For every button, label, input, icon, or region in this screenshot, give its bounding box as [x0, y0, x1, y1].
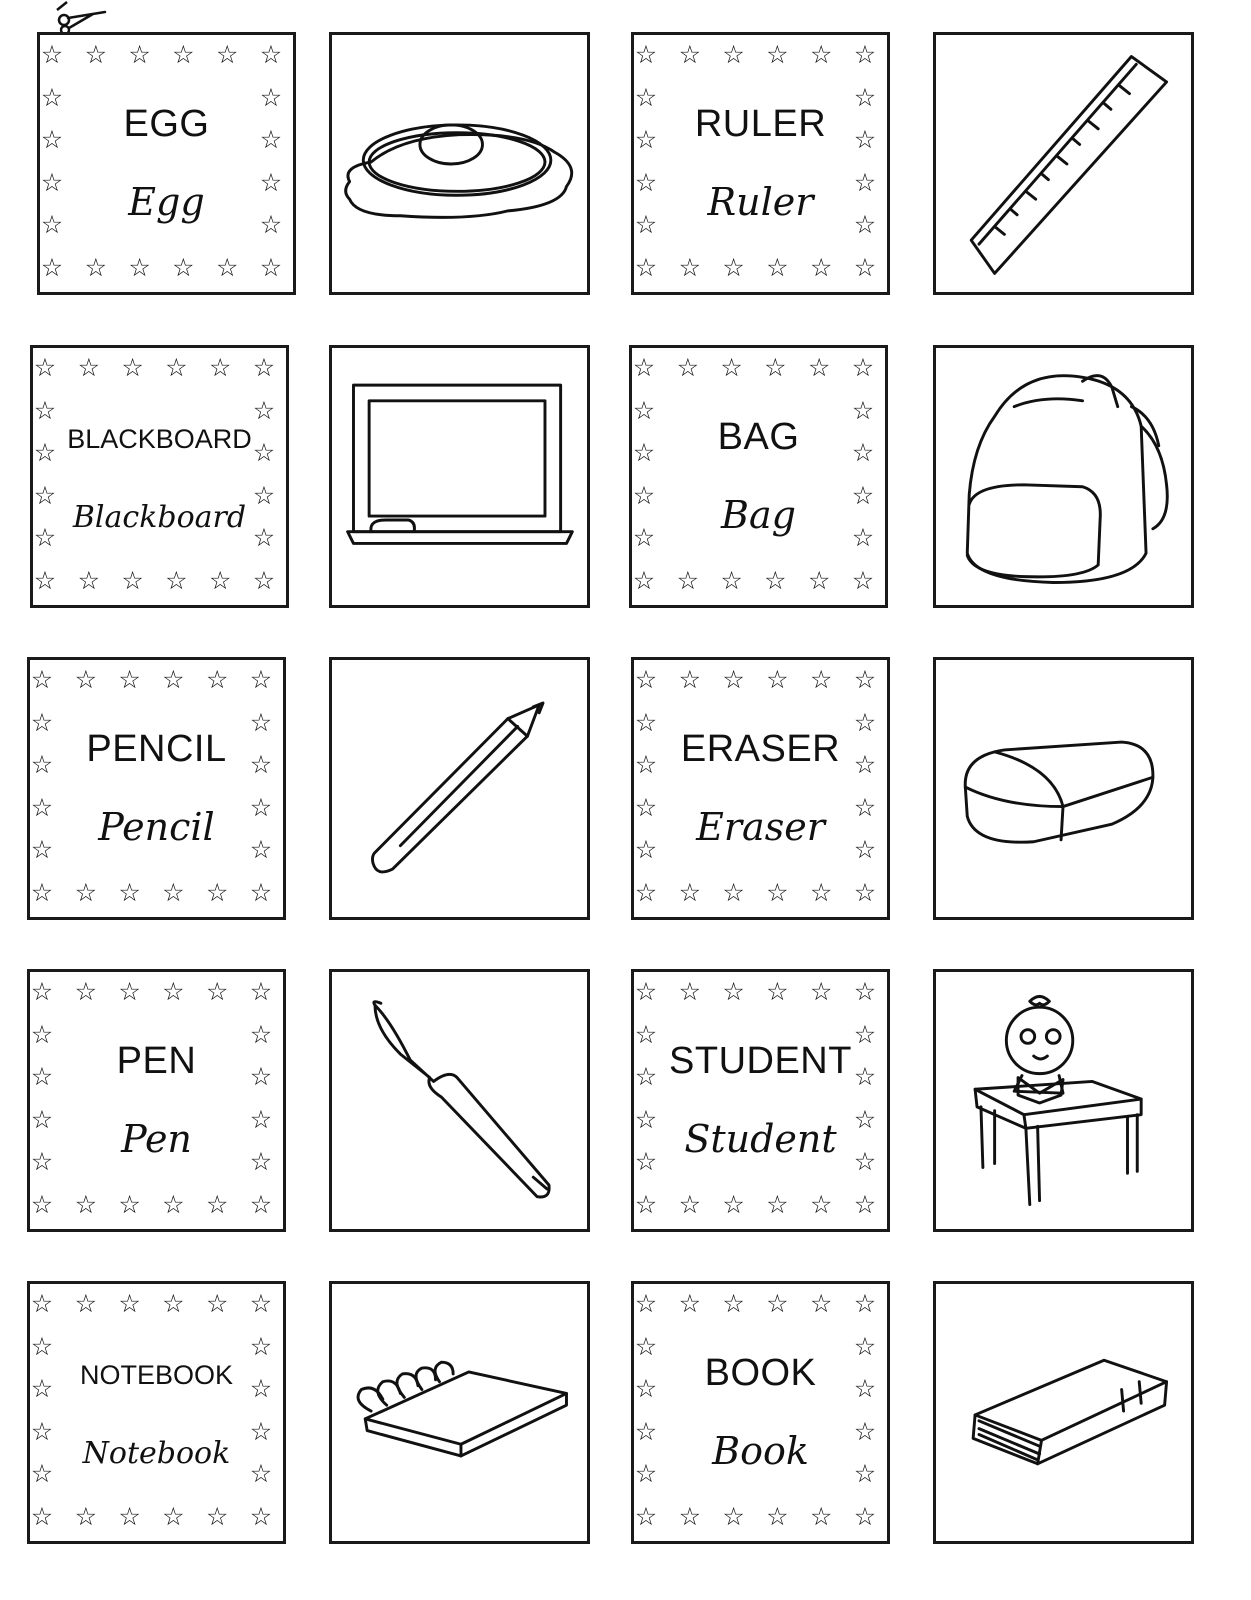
star-icon: ☆ [809, 253, 833, 282]
star-icon: ☆ [634, 82, 658, 112]
word-card-pen [27, 969, 286, 1232]
star-icon: ☆ [205, 1190, 229, 1219]
star-icon: ☆ [259, 167, 283, 197]
star-icon: ☆ [30, 1502, 54, 1531]
star-icon: ☆ [252, 523, 276, 553]
book-icon [936, 1284, 1191, 1541]
star-icon: ☆ [851, 566, 875, 595]
star-icon: ☆ [162, 1190, 185, 1219]
scissors-icon [55, 0, 110, 34]
star-icon: ☆ [252, 566, 276, 595]
star-border [30, 660, 283, 917]
spiral-notebook-icon [332, 1284, 587, 1541]
word-printed: BLACKBOARD [67, 424, 252, 454]
star-icon: ☆ [30, 1459, 54, 1489]
star-icon: ☆ [215, 253, 239, 282]
picture-card-notebook [329, 1281, 590, 1544]
star-icon: ☆ [853, 1104, 877, 1134]
word-printed: STUDENT [669, 1040, 852, 1082]
star-icon: ☆ [678, 1502, 701, 1531]
star-icon: ☆ [766, 665, 789, 694]
star-icon: ☆ [632, 395, 656, 425]
star-icon: ☆ [809, 1289, 833, 1318]
star-icon: ☆ [30, 1190, 54, 1219]
star-icon: ☆ [809, 1502, 833, 1531]
star-icon: ☆ [853, 1331, 877, 1361]
star-icon: ☆ [40, 210, 64, 240]
star-icon: ☆ [33, 353, 57, 382]
eraser-icon [936, 660, 1191, 917]
star-icon: ☆ [853, 125, 877, 155]
star-icon: ☆ [33, 395, 57, 425]
star-icon: ☆ [84, 253, 107, 282]
star-icon: ☆ [30, 1062, 54, 1092]
star-icon: ☆ [121, 566, 144, 595]
star-icon: ☆ [851, 395, 875, 425]
star-icon: ☆ [678, 1190, 701, 1219]
star-icon: ☆ [634, 1147, 658, 1177]
word-printed: BAG [717, 416, 800, 458]
star-icon: ☆ [249, 878, 273, 907]
star-icon: ☆ [722, 665, 745, 694]
star-icon: ☆ [634, 707, 658, 737]
star-icon: ☆ [162, 977, 185, 1006]
star-icon: ☆ [722, 40, 745, 69]
star-icon: ☆ [215, 40, 239, 69]
star-icon: ☆ [809, 665, 833, 694]
star-icon: ☆ [634, 1502, 658, 1531]
star-icon: ☆ [634, 1459, 658, 1489]
star-icon: ☆ [30, 977, 54, 1006]
star-icon: ☆ [766, 1502, 789, 1531]
word-cursive: Egg [128, 180, 205, 224]
star-icon: ☆ [853, 210, 877, 240]
star-icon: ☆ [118, 1190, 141, 1219]
picture-card-bag [933, 345, 1194, 608]
star-icon: ☆ [249, 1190, 273, 1219]
star-icon: ☆ [676, 353, 699, 382]
star-icon: ☆ [121, 353, 144, 382]
word-cursive: Notebook [82, 1436, 231, 1471]
star-icon: ☆ [809, 1190, 833, 1219]
star-icon: ☆ [118, 977, 141, 1006]
star-icon: ☆ [853, 835, 877, 865]
star-icon: ☆ [722, 1502, 745, 1531]
star-icon: ☆ [249, 1502, 273, 1531]
star-icon: ☆ [634, 1331, 658, 1361]
word-card-bag [629, 345, 888, 608]
star-icon: ☆ [634, 835, 658, 865]
star-icon: ☆ [766, 253, 789, 282]
star-icon: ☆ [33, 566, 57, 595]
star-icon: ☆ [632, 438, 656, 468]
star-icon: ☆ [74, 977, 97, 1006]
star-icon: ☆ [632, 480, 656, 510]
star-icon: ☆ [40, 82, 64, 112]
star-icon: ☆ [720, 353, 743, 382]
star-icon: ☆ [162, 1502, 185, 1531]
star-icon: ☆ [259, 40, 283, 69]
star-icon: ☆ [205, 878, 229, 907]
word-card-notebook [27, 1281, 286, 1544]
word-printed: BOOK [704, 1352, 817, 1394]
star-icon: ☆ [720, 566, 743, 595]
star-icon: ☆ [30, 835, 54, 865]
star-icon: ☆ [128, 40, 151, 69]
word-card-book [631, 1281, 890, 1544]
star-icon: ☆ [809, 977, 833, 1006]
star-icon: ☆ [172, 253, 195, 282]
star-icon: ☆ [249, 1459, 273, 1489]
star-icon: ☆ [851, 353, 875, 382]
star-icon: ☆ [249, 835, 273, 865]
star-icon: ☆ [249, 1374, 273, 1404]
pen-icon [332, 972, 587, 1229]
star-icon: ☆ [632, 523, 656, 553]
star-icon: ☆ [634, 40, 658, 69]
word-printed: ERASER [680, 728, 841, 770]
star-icon: ☆ [249, 1331, 273, 1361]
picture-card-student [933, 969, 1194, 1232]
star-icon: ☆ [40, 253, 64, 282]
star-icon: ☆ [634, 167, 658, 197]
star-icon: ☆ [162, 665, 185, 694]
star-icon: ☆ [30, 707, 54, 737]
star-icon: ☆ [809, 878, 833, 907]
star-icon: ☆ [853, 1147, 877, 1177]
star-icon: ☆ [74, 1289, 97, 1318]
star-icon: ☆ [853, 707, 877, 737]
star-border [632, 348, 885, 605]
star-icon: ☆ [252, 395, 276, 425]
star-icon: ☆ [30, 878, 54, 907]
star-icon: ☆ [74, 665, 97, 694]
star-icon: ☆ [249, 1289, 273, 1318]
star-icon: ☆ [853, 1289, 877, 1318]
star-border [634, 972, 887, 1229]
star-icon: ☆ [722, 878, 745, 907]
star-icon: ☆ [634, 792, 658, 822]
picture-card-book [933, 1281, 1194, 1544]
star-icon: ☆ [853, 665, 877, 694]
star-icon: ☆ [118, 665, 141, 694]
star-icon: ☆ [74, 878, 97, 907]
picture-card-blackboard [329, 345, 590, 608]
star-icon: ☆ [118, 1289, 141, 1318]
star-icon: ☆ [40, 125, 64, 155]
star-icon: ☆ [807, 353, 831, 382]
star-icon: ☆ [33, 523, 57, 553]
star-icon: ☆ [634, 1019, 658, 1049]
ruler-icon [936, 35, 1191, 292]
star-icon: ☆ [851, 523, 875, 553]
star-icon: ☆ [634, 1190, 658, 1219]
star-icon: ☆ [30, 1104, 54, 1134]
word-card-egg [37, 32, 296, 295]
star-icon: ☆ [128, 253, 151, 282]
star-icon: ☆ [678, 665, 701, 694]
star-icon: ☆ [678, 253, 701, 282]
word-card-student [631, 969, 890, 1232]
star-icon: ☆ [722, 1289, 745, 1318]
word-cursive: Bag [721, 493, 796, 537]
star-icon: ☆ [676, 566, 699, 595]
star-icon: ☆ [851, 480, 875, 510]
star-icon: ☆ [30, 792, 54, 822]
star-icon: ☆ [634, 977, 658, 1006]
star-icon: ☆ [853, 1190, 877, 1219]
star-icon: ☆ [249, 1147, 273, 1177]
word-cursive: Book [712, 1429, 809, 1473]
star-icon: ☆ [249, 665, 273, 694]
star-icon: ☆ [634, 125, 658, 155]
star-icon: ☆ [853, 40, 877, 69]
star-icon: ☆ [74, 1502, 97, 1531]
word-printed: PEN [116, 1040, 197, 1082]
star-icon: ☆ [208, 566, 232, 595]
picture-card-ruler [933, 32, 1194, 295]
star-icon: ☆ [40, 167, 64, 197]
star-icon: ☆ [252, 480, 276, 510]
word-cursive: Pencil [98, 805, 215, 849]
star-icon: ☆ [766, 1190, 789, 1219]
star-icon: ☆ [678, 1289, 701, 1318]
star-icon: ☆ [162, 1289, 185, 1318]
star-border [30, 972, 283, 1229]
star-icon: ☆ [249, 1104, 273, 1134]
star-icon: ☆ [807, 566, 831, 595]
star-icon: ☆ [30, 1289, 54, 1318]
star-icon: ☆ [634, 210, 658, 240]
star-icon: ☆ [172, 40, 195, 69]
star-border [33, 348, 286, 605]
picture-card-pen [329, 969, 590, 1232]
star-icon: ☆ [40, 40, 64, 69]
star-icon: ☆ [634, 1374, 658, 1404]
star-border [634, 35, 887, 292]
star-icon: ☆ [252, 438, 276, 468]
star-icon: ☆ [33, 438, 57, 468]
star-icon: ☆ [634, 1104, 658, 1134]
star-icon: ☆ [259, 82, 283, 112]
star-icon: ☆ [764, 566, 787, 595]
star-icon: ☆ [853, 1374, 877, 1404]
star-border [634, 660, 887, 917]
star-icon: ☆ [249, 977, 273, 1006]
star-icon: ☆ [851, 438, 875, 468]
word-card-ruler [631, 32, 890, 295]
star-icon: ☆ [165, 353, 188, 382]
picture-card-pencil [329, 657, 590, 920]
star-icon: ☆ [853, 82, 877, 112]
star-icon: ☆ [853, 878, 877, 907]
star-icon: ☆ [249, 1019, 273, 1049]
star-icon: ☆ [30, 665, 54, 694]
star-icon: ☆ [634, 750, 658, 780]
star-icon: ☆ [30, 1416, 54, 1446]
word-cursive: Student [684, 1117, 837, 1161]
blackboard-icon [332, 348, 587, 605]
star-icon: ☆ [30, 1374, 54, 1404]
star-icon: ☆ [766, 878, 789, 907]
star-icon: ☆ [722, 253, 745, 282]
star-icon: ☆ [249, 750, 273, 780]
star-icon: ☆ [853, 1416, 877, 1446]
star-icon: ☆ [722, 977, 745, 1006]
word-cursive: Pen [121, 1117, 192, 1161]
star-icon: ☆ [678, 878, 701, 907]
fried-egg-icon [332, 35, 587, 292]
star-icon: ☆ [118, 1502, 141, 1531]
word-card-pencil [27, 657, 286, 920]
star-border [40, 35, 293, 292]
star-icon: ☆ [259, 210, 283, 240]
star-icon: ☆ [722, 1190, 745, 1219]
star-icon: ☆ [162, 878, 185, 907]
word-cursive: Blackboard [72, 500, 247, 535]
star-icon: ☆ [634, 1416, 658, 1446]
star-icon: ☆ [33, 480, 57, 510]
star-icon: ☆ [205, 665, 229, 694]
star-icon: ☆ [809, 40, 833, 69]
star-icon: ☆ [634, 878, 658, 907]
star-icon: ☆ [77, 353, 100, 382]
word-card-blackboard [30, 345, 289, 608]
star-icon: ☆ [678, 40, 701, 69]
star-icon: ☆ [632, 353, 656, 382]
star-icon: ☆ [249, 1416, 273, 1446]
star-icon: ☆ [77, 566, 100, 595]
star-icon: ☆ [853, 977, 877, 1006]
star-icon: ☆ [84, 40, 107, 69]
star-icon: ☆ [259, 125, 283, 155]
star-icon: ☆ [30, 1019, 54, 1049]
star-icon: ☆ [853, 1062, 877, 1092]
star-icon: ☆ [74, 1190, 97, 1219]
star-icon: ☆ [165, 566, 188, 595]
star-icon: ☆ [853, 253, 877, 282]
star-icon: ☆ [853, 750, 877, 780]
picture-card-eraser [933, 657, 1194, 920]
star-icon: ☆ [208, 353, 232, 382]
star-icon: ☆ [252, 353, 276, 382]
star-icon: ☆ [634, 1289, 658, 1318]
star-icon: ☆ [766, 1289, 789, 1318]
word-printed: RULER [694, 103, 827, 145]
star-border [30, 1284, 283, 1541]
star-icon: ☆ [205, 1502, 229, 1531]
star-icon: ☆ [30, 1331, 54, 1361]
picture-card-egg [329, 32, 590, 295]
star-icon: ☆ [853, 792, 877, 822]
star-border [634, 1284, 887, 1541]
star-icon: ☆ [853, 1502, 877, 1531]
star-icon: ☆ [634, 253, 658, 282]
pencil-icon [332, 660, 587, 917]
star-icon: ☆ [249, 792, 273, 822]
star-icon: ☆ [766, 40, 789, 69]
star-icon: ☆ [764, 353, 787, 382]
star-icon: ☆ [632, 566, 656, 595]
star-icon: ☆ [30, 750, 54, 780]
word-printed: EGG [123, 103, 210, 145]
star-icon: ☆ [259, 253, 283, 282]
star-icon: ☆ [205, 977, 229, 1006]
word-printed: NOTEBOOK [79, 1360, 234, 1390]
student-at-desk-icon [936, 972, 1191, 1229]
star-icon: ☆ [853, 1459, 877, 1489]
star-icon: ☆ [205, 1289, 229, 1318]
word-printed: PENCIL [86, 728, 227, 770]
star-icon: ☆ [853, 167, 877, 197]
star-icon: ☆ [634, 1062, 658, 1092]
star-icon: ☆ [118, 878, 141, 907]
school-bag-icon [936, 348, 1191, 605]
star-icon: ☆ [766, 977, 789, 1006]
word-cursive: Eraser [696, 805, 825, 849]
word-card-eraser [631, 657, 890, 920]
star-icon: ☆ [678, 977, 701, 1006]
star-icon: ☆ [853, 1019, 877, 1049]
word-cursive: Ruler [707, 180, 814, 224]
star-icon: ☆ [30, 1147, 54, 1177]
star-icon: ☆ [634, 665, 658, 694]
star-icon: ☆ [249, 1062, 273, 1092]
star-icon: ☆ [249, 707, 273, 737]
